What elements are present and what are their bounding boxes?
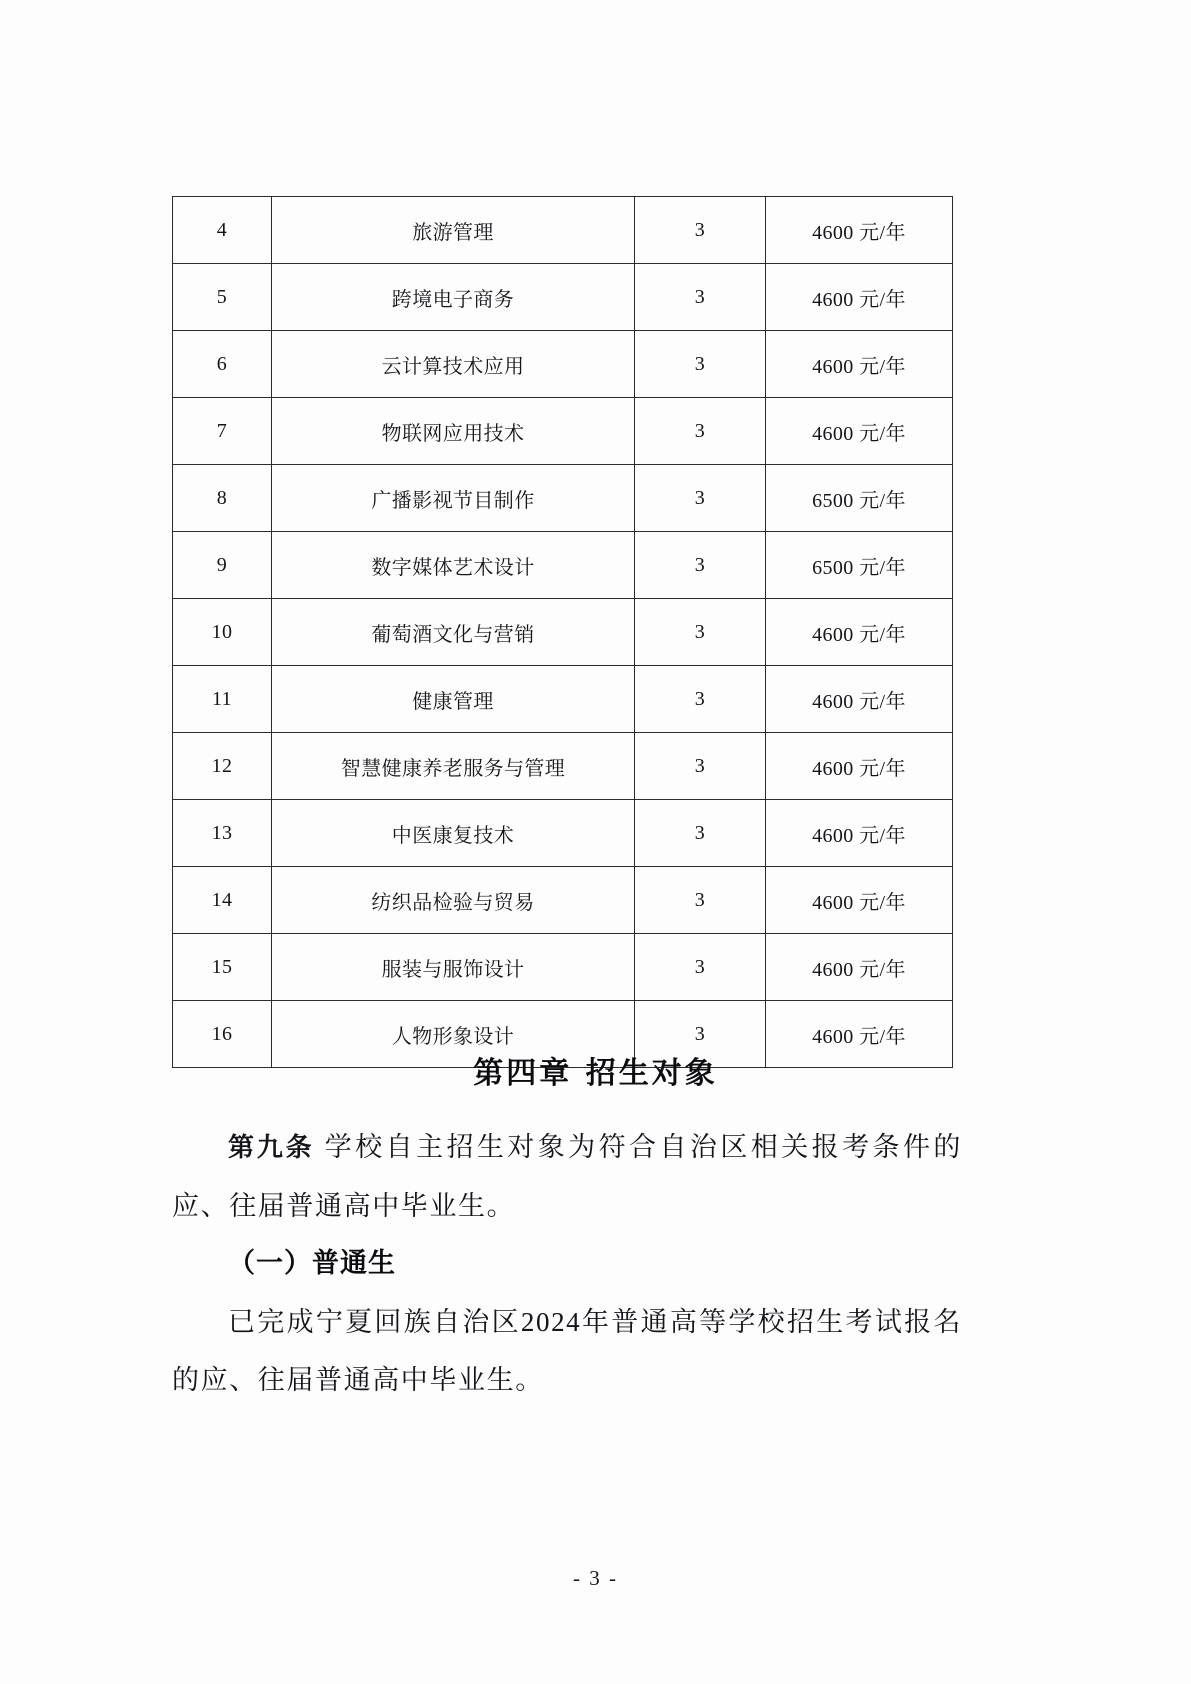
table-row (173, 867, 953, 934)
cell-major: 智慧健康养老服务与管理 (272, 733, 635, 800)
cell-fee: 4600 元/年 (766, 867, 953, 934)
cell-major: 纺织品检验与贸易 (272, 867, 635, 934)
cell-major: 跨境电子商务 (272, 264, 635, 331)
cell-index: 12 (173, 733, 272, 800)
cell-major: 健康管理 (272, 666, 635, 733)
cell-index: 5 (173, 264, 272, 331)
cell-index: 16 (173, 1001, 272, 1068)
table-row (173, 599, 953, 666)
cell-index: 10 (173, 599, 272, 666)
cell-years: 3 (635, 1001, 766, 1068)
table-row (173, 197, 953, 264)
cell-index: 14 (173, 867, 272, 934)
table-row (173, 465, 953, 532)
subsection-one-paragraph: 已完成宁夏回族自治区2024年普通高等学校招生考试报名的应、往届普通高中毕业生。 (172, 1307, 962, 1395)
cell-fee: 4600 元/年 (766, 1001, 953, 1068)
cell-years: 3 (635, 733, 766, 800)
cell-fee: 4600 元/年 (766, 666, 953, 733)
cell-index: 9 (173, 532, 272, 599)
cell-fee: 4600 元/年 (766, 733, 953, 800)
table-row (173, 733, 953, 800)
cell-years: 3 (635, 264, 766, 331)
cell-years: 3 (635, 465, 766, 532)
cell-fee: 6500 元/年 (766, 465, 953, 532)
cell-index: 8 (173, 465, 272, 532)
cell-fee: 4600 元/年 (766, 599, 953, 666)
cell-fee: 6500 元/年 (766, 532, 953, 599)
cell-years: 3 (635, 599, 766, 666)
cell-years: 3 (635, 197, 766, 264)
cell-major: 服装与服饰设计 (272, 934, 635, 1001)
chapter-heading: 第四章 招生对象 (473, 1056, 718, 1091)
cell-fee: 4600 元/年 (766, 264, 953, 331)
cell-major: 数字媒体艺术设计 (272, 532, 635, 599)
cell-major: 广播影视节目制作 (272, 465, 635, 532)
article-nine-label: 第九条 (228, 1133, 315, 1163)
cell-years: 3 (635, 331, 766, 398)
table-row (173, 331, 953, 398)
cell-index: 6 (173, 331, 272, 398)
cell-index: 4 (173, 197, 272, 264)
subsection-one-heading: （一）普通生 (228, 1248, 396, 1279)
cell-major: 旅游管理 (272, 197, 635, 264)
cell-index: 15 (173, 934, 272, 1001)
article-nine-paragraph (172, 1118, 962, 1235)
body-content (172, 1118, 962, 1409)
cell-years: 3 (635, 398, 766, 465)
cell-years: 3 (635, 867, 766, 934)
cell-major: 人物形象设计 (272, 1001, 635, 1068)
table-row (173, 398, 953, 465)
cell-years: 3 (635, 934, 766, 1001)
table-row (173, 264, 953, 331)
cell-index: 7 (173, 398, 272, 465)
table-row (173, 532, 953, 599)
cell-fee: 4600 元/年 (766, 197, 953, 264)
cell-major: 物联网应用技术 (272, 398, 635, 465)
cell-years: 3 (635, 532, 766, 599)
cell-fee: 4600 元/年 (766, 331, 953, 398)
cell-years: 3 (635, 800, 766, 867)
article-nine-text: 学校自主招生对象为符合自治区相关报考条件的应、往届普通高中毕业生。 (172, 1132, 962, 1221)
table-row (173, 934, 953, 1001)
cell-fee: 4600 元/年 (766, 398, 953, 465)
table-row (173, 666, 953, 733)
table-body (173, 197, 953, 1068)
cell-fee: 4600 元/年 (766, 934, 953, 1001)
cell-major: 葡萄酒文化与营销 (272, 599, 635, 666)
cell-years: 3 (635, 666, 766, 733)
page-number: - 3 - (573, 1566, 618, 1590)
cell-fee: 4600 元/年 (766, 800, 953, 867)
cell-index: 13 (173, 800, 272, 867)
table-row (173, 800, 953, 867)
majors-fee-table-container (172, 196, 940, 1068)
cell-major: 中医康复技术 (272, 800, 635, 867)
cell-index: 11 (173, 666, 272, 733)
majors-fee-table (172, 196, 953, 1068)
cell-major: 云计算技术应用 (272, 331, 635, 398)
